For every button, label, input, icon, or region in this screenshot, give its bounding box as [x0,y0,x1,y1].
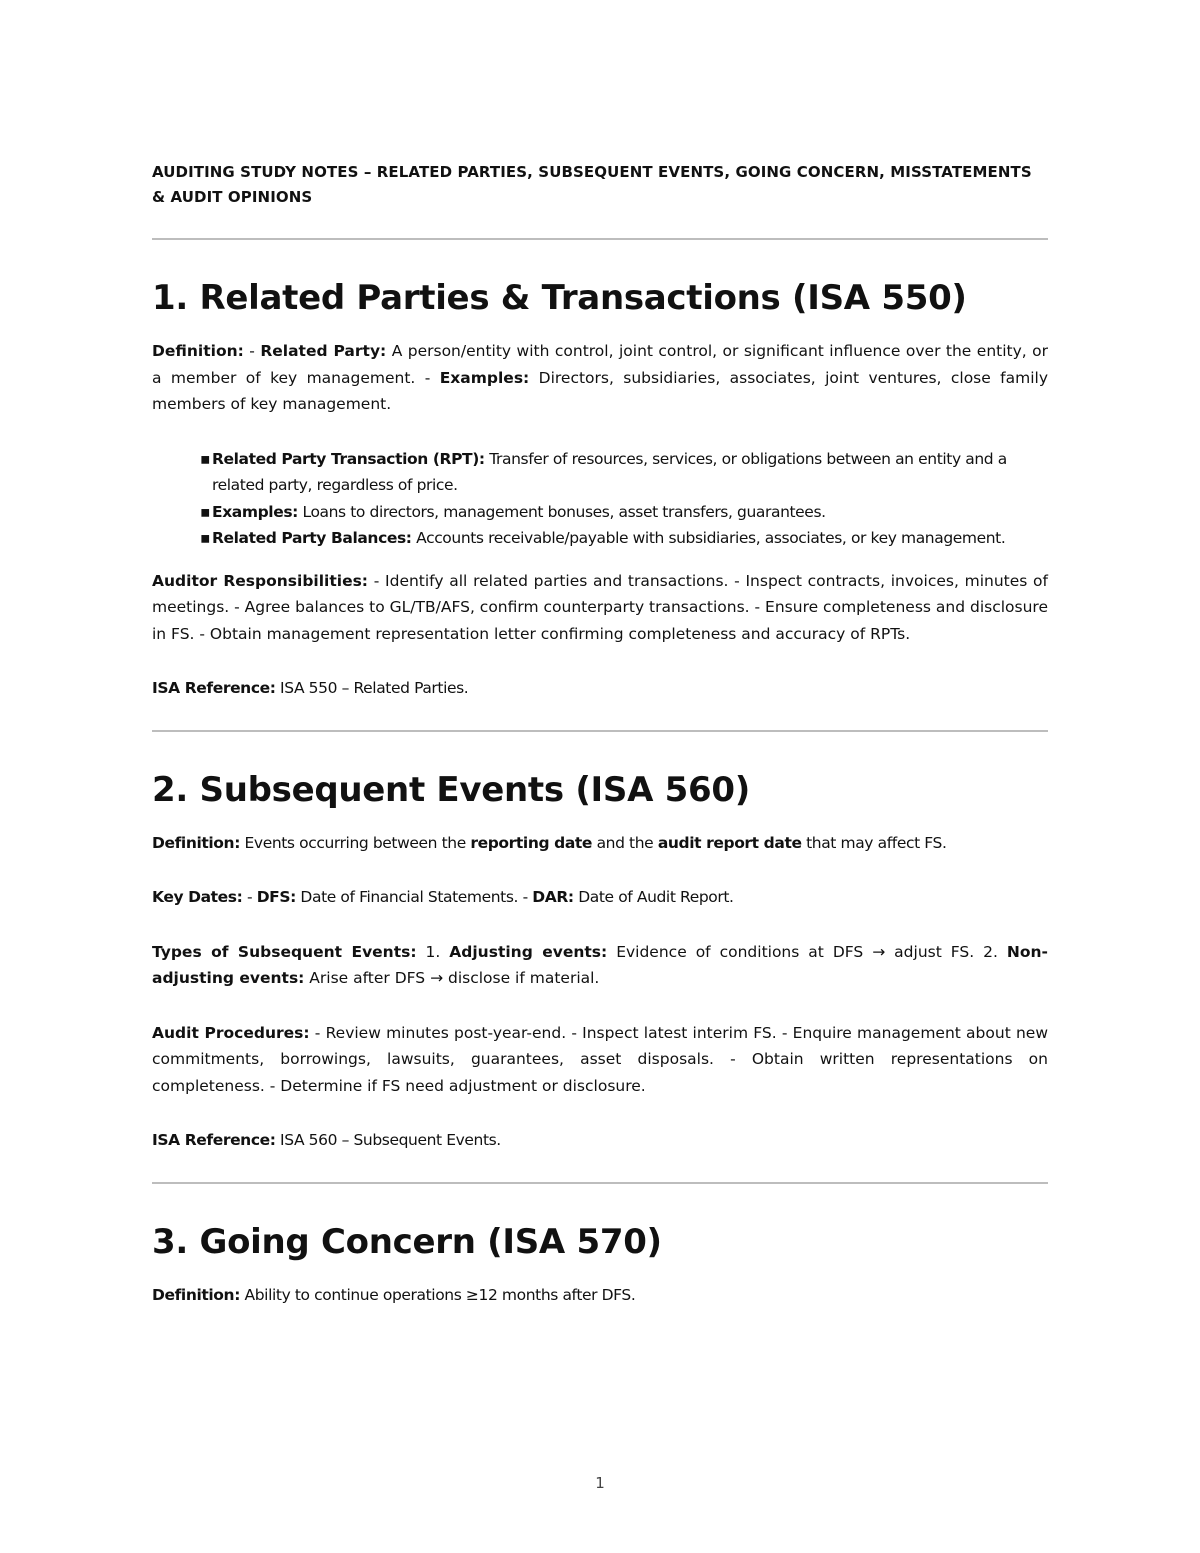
section-heading-related-parties: 1. Related Parties & Transactions (ISA 550) [152,278,967,318]
definition-text: Events occurring between the [240,833,471,852]
isa-reference-text: ISA 550 – Related Parties. [275,679,469,697]
key-dates [152,884,1048,911]
types-of-subsequent-events [152,939,1048,992]
going-concern-definition [152,1282,1048,1309]
related-party-label: Related Party: [260,342,387,360]
bullet-label: Examples: [212,502,298,521]
adjusting-events-text: Evidence of conditions at DFS → adjust FS. 2. [607,942,1007,961]
audit-procedures-label: Audit Procedures: [152,1023,310,1042]
key-dates-label: Key Dates: [152,888,243,906]
adjusting-events-label: Adjusting events: [449,942,608,961]
document-page [152,160,1048,1308]
document-title: AUDITING STUDY NOTES – RELATED PARTIES, SUBSEQUENT EVENTS, GOING CONCERN, MISSTATEMENTS & AUDIT OPINIONS [152,163,1032,206]
list-item [200,446,1048,499]
dfs-label: DFS: [256,888,296,906]
bullet-text: Loans to directors, management bonuses, asset transfers, guarantees. [297,502,826,521]
definition-label: Definition: [152,1285,240,1304]
examples-label: Examples: [439,368,530,387]
auditor-responsibilities [152,568,1048,648]
bullet-icon: ▪ [200,502,211,521]
definition-text: that may affect FS. [801,833,947,852]
dfs-text: Date of Financial Statements. - [295,888,533,906]
bullet-text: Transfer of resources, services, or obligations between an entity and a related party, regardless of price. [212,449,1007,494]
non-adjusting-events-label: Non-adjusting events: [152,942,1048,987]
non-adjusting-events-text: Arise after DFS → disclose if material. [304,969,600,987]
auditor-responsibilities-text: - Identify all related parties and transactions. - Inspect contracts, invoices, minutes of meetings. - Agree balances to GL/TB/AFS, confirm counterparty transactions. - Ensure completeness and disclosure in FS. - Obtain management representation letter confirming completeness and accuracy of RPTs. [152,571,1048,643]
page-number: 1 [595,1474,605,1492]
bullet-icon: ▪ [200,449,211,468]
audit-procedures [152,1020,1048,1100]
section-divider [152,730,1048,732]
reporting-date-term: reporting date [470,833,593,852]
definition-label: Definition: [152,833,240,852]
bullet-icon: ▪ [200,529,211,547]
rpt-bullet-list [152,446,1048,552]
types-label: Types of Subsequent Events: [152,942,417,961]
separator-text: - [242,888,257,906]
bullet-label: Related Party Balances: [212,529,412,547]
definition-text: Ability to continue operations ≥12 months after DFS. [240,1285,636,1304]
related-party-definition [152,338,1048,418]
isa-reference-label: ISA Reference: [152,1131,276,1149]
dar-label: DAR: [532,888,574,906]
auditor-responsibilities-label: Auditor Responsibilities: [152,571,369,590]
types-text: 1. [416,942,450,961]
audit-procedures-text: - Review minutes post-year-end. - Inspect latest interim FS. - Enquire management about new commitments, borrowings, lawsuits, guarantees, asset disposals. - Obtain written representations on completeness. - Determine if FS need adjustment or disclosure. [152,1023,1049,1095]
separator-text: - [243,342,261,360]
list-item [200,499,1048,526]
subsequent-events-definition [152,830,1048,857]
definition-text: and the [592,833,658,852]
bullet-label: Related Party Transaction (RPT): [212,449,485,468]
isa-reference-text: ISA 560 – Subsequent Events. [275,1131,501,1149]
bullet-text: Accounts receivable/payable with subsidiaries, associates, or key management. [411,529,1006,547]
audit-report-date-term: audit report date [657,833,802,852]
definition-label: Definition: [152,342,244,360]
examples-text: Directors, subsidiaries, associates, joint ventures, close family members of key management. [152,368,1049,413]
isa-reference [152,1127,1048,1154]
related-party-text: A person/entity with control, joint control, or significant influence over the entity, or a member of key management. - [152,342,1048,387]
isa-reference-label: ISA Reference: [152,679,276,697]
list-item [200,525,1048,552]
section-divider [152,238,1048,240]
section-divider [152,1182,1048,1184]
isa-reference [152,675,1048,702]
dar-text: Date of Audit Report. [573,888,734,906]
section-heading-subsequent-events: 2. Subsequent Events (ISA 560) [152,769,750,810]
section-heading-going-concern: 3. Going Concern (ISA 570) [152,1221,662,1262]
